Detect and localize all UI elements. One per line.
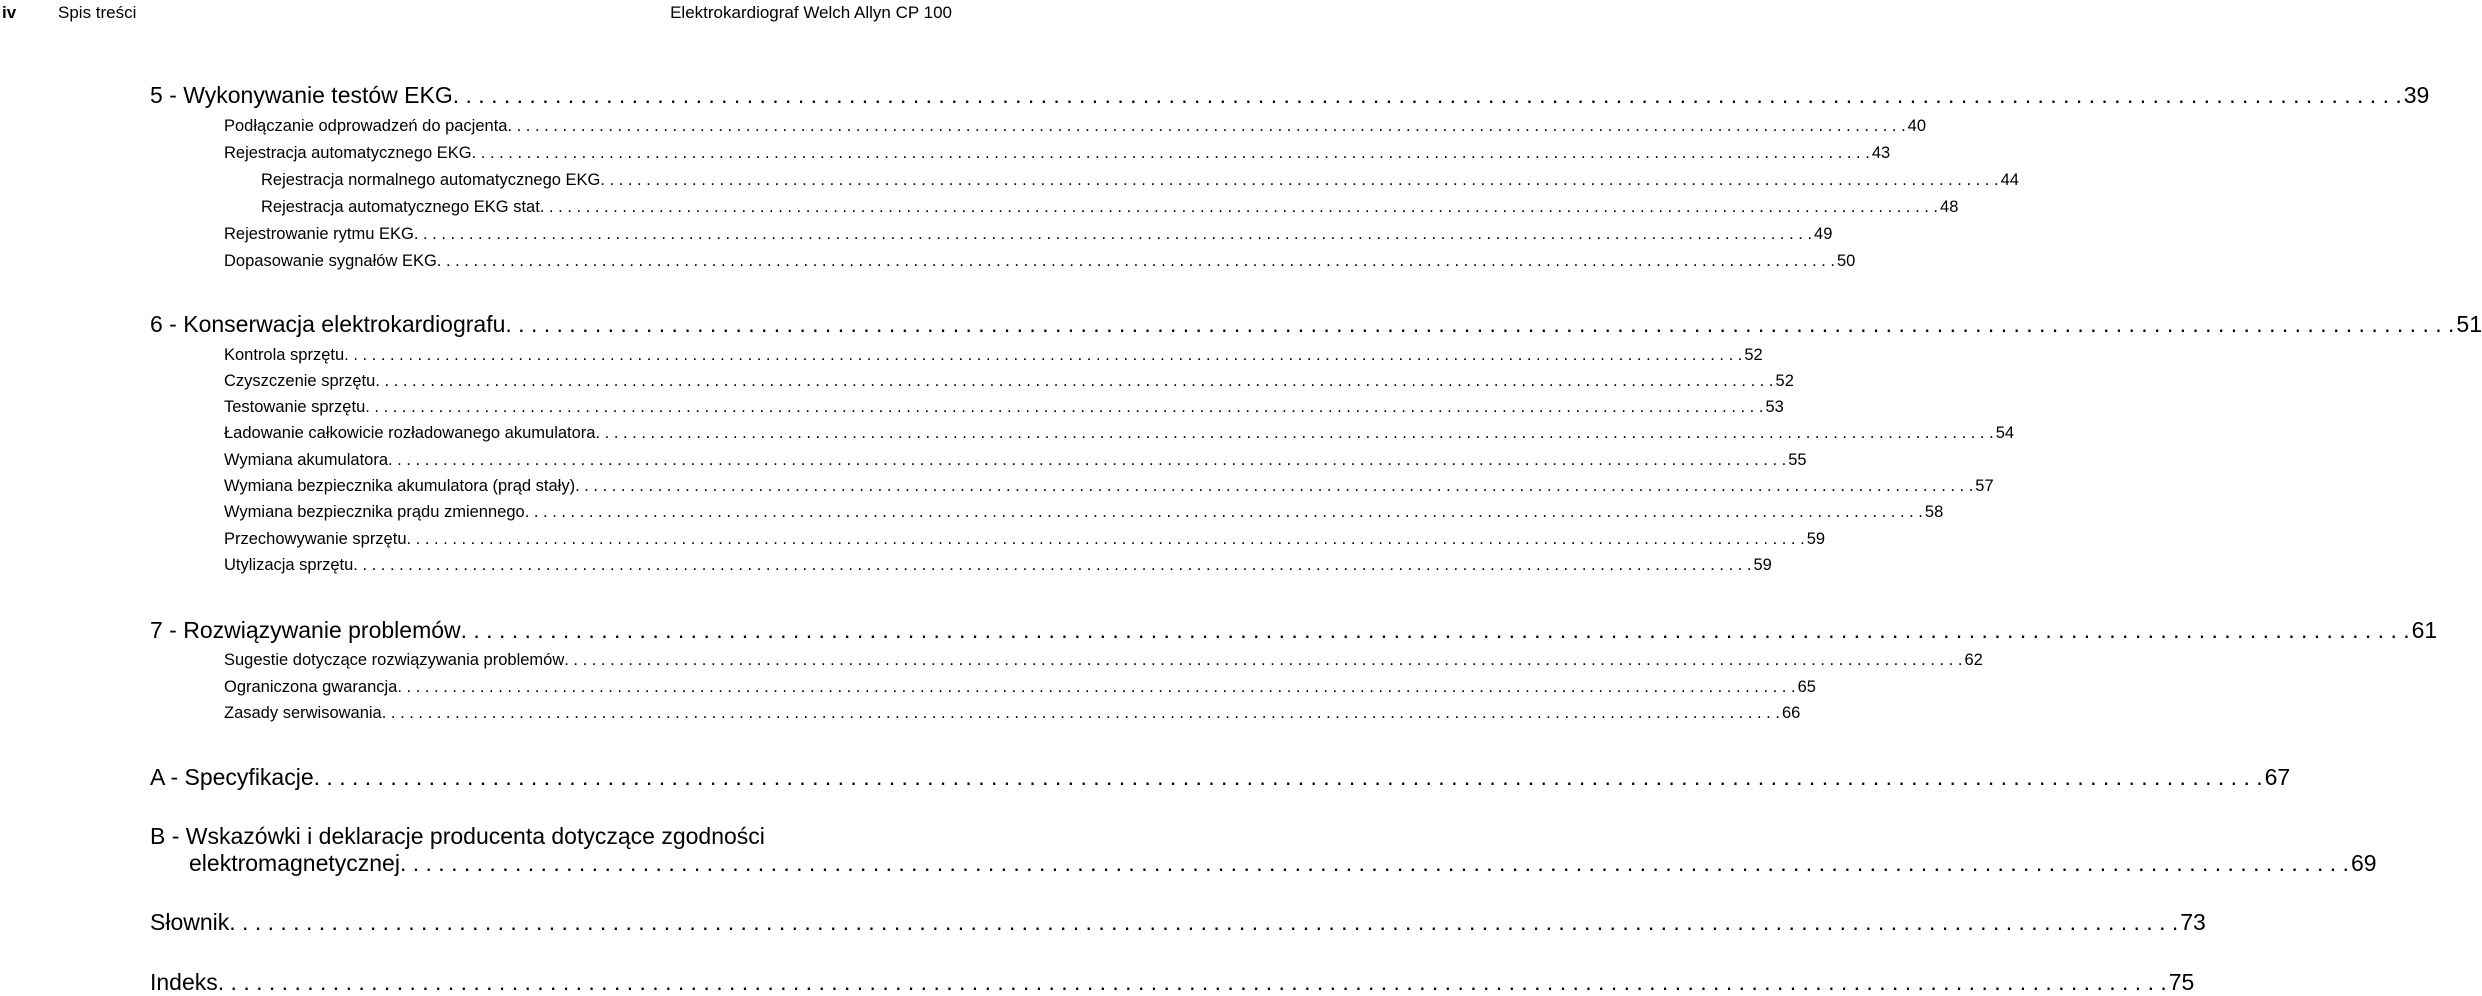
- dot-leader: . . . . . . . . . . . . . . . . . . . . . . . . . . . . . . . . . . . . . . . . . . . . . . . . . . . . . . . . . . . . . . . . . . . . . . . . . . . . . . . . . . . . . . . . . . . . . . . . . . . . . . . . . . . . . . . . . . . . . . . . . . . . . . . . . . . . . . . . . . . . . . . . . . . . . . . . .: [575, 477, 1974, 495]
- dot-leader: . . . . . . . . . . . . . . . . . . . . . . . . . . . . . . . . . . . . . . . . . . . . . . . . . . . . . . . . . . . . . . . . . . . . . . . . . . . . . . . . . . . . . . . . . . . . . . . . . . . . . . . . . . . . . . . . . . . . . . . . . . . . . . . . . . . . . . . . . . . . . . . . . . . . . . . . .: [365, 398, 1764, 416]
- toc-page-number: 61: [2411, 617, 2438, 643]
- toc-page-number: 59: [1753, 556, 1772, 574]
- toc-page-number: 59: [1806, 530, 1826, 548]
- toc-entry[interactable]: [224, 346, 1763, 365]
- toc-entry[interactable]: [224, 678, 1816, 697]
- dot-leader: . . . . . . . . . . . . . . . . . . . . . . . . . . . . . . . . . . . . . . . . . . . . . . . . . . . . . . . . . . . . . . . . . . . . . . . . . . . . . . . . . . . . . . . . . . . . . . . . . . . . . . . . . . . . . . . . . . . . . . . . . . . . . . . . . . . . . . . . . . . . . . . . . . . . . . . . .: [344, 346, 1743, 364]
- toc-entry[interactable]: [224, 704, 1801, 723]
- toc-entry-label: Wymiana akumulatora: [224, 451, 389, 469]
- toc-page-number: 58: [1924, 503, 1944, 521]
- toc-page-number: 73: [2180, 909, 2206, 935]
- toc-entry-label: Ograniczona gwarancja: [224, 678, 398, 696]
- toc-entry[interactable]: [224, 451, 1807, 470]
- toc-entry[interactable]: [224, 225, 1833, 244]
- dot-leader: . . . . . . . . . . . . . . . . . . . . . . . . . . . . . . . . . . . . . . . . . . . . . . . . . . . . . . . . . . . . . . . . . . . . . . . . . . . . . . . . . . . . . . . . . . . . . . . . . . . . . . . . . . . . . . . . . . . . . . . . . . . . . . . . . . . . . . . . . . . . . . . . . . . . . . . . .: [413, 225, 1813, 243]
- toc-page-number: 52: [1775, 372, 1794, 390]
- toc-page-number: 52: [1744, 346, 1763, 364]
- toc-page-number: 54: [1995, 424, 2015, 442]
- toc-page-number: 51: [2456, 311, 2482, 337]
- toc-entry-label: Ładowanie całkowicie rozładowanego akumulatora: [224, 424, 596, 442]
- toc-page-number: 55: [1788, 451, 1807, 469]
- toc-index[interactable]: [150, 969, 2195, 996]
- toc-glossary[interactable]: [150, 909, 2206, 936]
- dot-leader: . . . . . . . . . . . . . . . . . . . . . . . . . . . . . . . . . . . . . . . . . . . . . . . . . . . . . . . . . . . . . . . . . . . . . . . . . . . . . . . . . . . . . . . . . . . . . . . . . . . . . . . . . . . . . . . . . . . . . . . . . . . . . . . . . . . . . . . . . . . . . . . . . . . . . . . . .: [564, 651, 1963, 669]
- toc-entry-label: Wymiana bezpiecznika akumulatora (prąd stały): [224, 477, 576, 495]
- dot-leader: . . . . . . . . . . . . . . . . . . . . . . . . . . . . . . . . . . . . . . . . . . . . . . . . . . . . . . . . . . . . . . . . . . . . . . . . . . . . . . . . . . . . . . . . . . . . . . . . . . . . . . . . . . . . . . . . . . . . . . . . . . . . . . . . . . . . . . . . . . . . . . . . . . . . . . . . .: [539, 198, 1939, 216]
- dot-leader: . . . . . . . . . . . . . . . . . . . . . . . . . . . . . . . . . . . . . . . . . . . . . . . . . . . . . . . . . . . . . . . . . . . . . . . . . . . . . . . . . . . . . . . . . . . . . . . . . . . . . . . . . . . . . . . . . . . . . . . . . . . . . . . . . . . . . . . . . . . . . . . . . . . . . . . . .: [399, 850, 2349, 876]
- toc-entry-label: 5 - Wykonywanie testów EKG: [150, 82, 453, 108]
- dot-leader: . . . . . . . . . . . . . . . . . . . . . . . . . . . . . . . . . . . . . . . . . . . . . . . . . . . . . . . . . . . . . . . . . . . . . . . . . . . . . . . . . . . . . . . . . . . . . . . . . . . . . . . . . . . . . . . . . . . . . . . . . . . . . . . . . . . . . . . . . . . . . . . . . . . . . . . . .: [375, 372, 1774, 390]
- dot-leader: . . . . . . . . . . . . . . . . . . . . . . . . . . . . . . . . . . . . . . . . . . . . . . . . . . . . . . . . . . . . . . . . . . . . . . . . . . . . . . . . . . . . . . . . . . . . . . . . . . . . . . . . . . . . . . . . . . . . . . . . . . . . . . . . . . . . . . . . . . . . . . . . . . . . . . . . .: [595, 424, 1994, 442]
- page-number: iv: [2, 3, 17, 22]
- dot-leader: . . . . . . . . . . . . . . . . . . . . . . . . . . . . . . . . . . . . . . . . . . . . . . . . . . . . . . . . . . . . . . . . . . . . . . . . . . . . . . . . . . . . . . . . . . . . . . . . . . . . . . . . . . . . . . . . . . . . . . . . . . . . . . . . . . . . . . . . . . . . . . . . . . . . . . . . .: [600, 171, 1999, 189]
- toc-appendix-a[interactable]: [150, 764, 2291, 791]
- toc-page-number: 48: [1940, 198, 1959, 216]
- toc-entry-label: Dopasowanie sygnałów EKG: [224, 252, 437, 270]
- toc-entry[interactable]: [224, 556, 1772, 575]
- toc-page-number: 57: [1975, 477, 1994, 495]
- document-title: Elektrokardiograf Welch Allyn CP 100: [670, 3, 952, 22]
- dot-leader: . . . . . . . . . . . . . . . . . . . . . . . . . . . . . . . . . . . . . . . . . . . . . . . . . . . . . . . . . . . . . . . . . . . . . . . . . . . . . . . . . . . . . . . . . . . . . . . . . . . . . . . . . . . . . . . . . . . . . . . . . . . . . . . . . . . . . . . . . . . . . . . . . . . . . . . . .: [507, 117, 1906, 135]
- dot-leader: . . . . . . . . . . . . . . . . . . . . . . . . . . . . . . . . . . . . . . . . . . . . . . . . . . . . . . . . . . . . . . . . . . . . . . . . . . . . . . . . . . . . . . . . . . . . . . . . . . . . . . . . . . . . . . . . . . . . . . . . . . . . . . . . . . . . . . . . . . . . . . . . . . . . . . . . .: [436, 252, 1835, 270]
- toc-entry[interactable]: [261, 198, 1959, 217]
- toc-entry[interactable]: [224, 252, 1856, 271]
- dot-leader: . . . . . . . . . . . . . . . . . . . . . . . . . . . . . . . . . . . . . . . . . . . . . . . . . . . . . . . . . . . . . . . . . . . . . . . . . . . . . . . . . . . . . . . . . . . . . . . . . . . . . . . . . . . . . . . . . . . . . . . . . . . . . . . . . . . . . . . . . . . . . . . . . . . . . . . . .: [460, 617, 2410, 643]
- toc-entry-label: Sugestie dotyczące rozwiązywania problemów: [224, 651, 565, 669]
- toc-page-number: 40: [1907, 117, 1927, 135]
- toc-entry-label: Utylizacja sprzętu: [224, 556, 354, 574]
- toc-chapter-6[interactable]: [150, 311, 2482, 338]
- toc-entry-label: Testowanie sprzętu: [224, 398, 366, 416]
- dot-leader: . . . . . . . . . . . . . . . . . . . . . . . . . . . . . . . . . . . . . . . . . . . . . . . . . . . . . . . . . . . . . . . . . . . . . . . . . . . . . . . . . . . . . . . . . . . . . . . . . . . . . . . . . . . . . . . . . . . . . . . . . . . . . . . . . . . . . . . . . . . . . . . . . . . . . . . . .: [313, 764, 2263, 790]
- toc-entry-label: Rejestracja automatycznego EKG stat: [261, 198, 540, 216]
- toc-entry[interactable]: [224, 117, 1927, 136]
- toc-page-number: 43: [1871, 144, 1891, 162]
- toc-page-number: 67: [2264, 764, 2291, 790]
- toc-entry[interactable]: [224, 503, 1944, 522]
- toc-entry[interactable]: [224, 144, 1891, 163]
- toc-page-number: 39: [2403, 82, 2430, 108]
- toc-entry-label: elektromagnetycznej: [189, 850, 400, 876]
- toc-entry-label: A - Specyfikacje: [150, 764, 314, 790]
- toc-page-number: 49: [1814, 225, 1833, 243]
- toc-entry[interactable]: [224, 651, 1983, 670]
- dot-leader: . . . . . . . . . . . . . . . . . . . . . . . . . . . . . . . . . . . . . . . . . . . . . . . . . . . . . . . . . . . . . . . . . . . . . . . . . . . . . . . . . . . . . . . . . . . . . . . . . . . . . . . . . . . . . . . . . . . . . . . . . . . . . . . . . . . . . . . . . . . . . . . . . . . . . . . . .: [217, 969, 2167, 995]
- dot-leader: . . . . . . . . . . . . . . . . . . . . . . . . . . . . . . . . . . . . . . . . . . . . . . . . . . . . . . . . . . . . . . . . . . . . . . . . . . . . . . . . . . . . . . . . . . . . . . . . . . . . . . . . . . . . . . . . . . . . . . . . . . . . . . . . . . . . . . . . . . . . . . . . . . . . . . . . .: [381, 704, 1780, 722]
- toc-page-number: 50: [1837, 252, 1856, 270]
- dot-leader: . . . . . . . . . . . . . . . . . . . . . . . . . . . . . . . . . . . . . . . . . . . . . . . . . . . . . . . . . . . . . . . . . . . . . . . . . . . . . . . . . . . . . . . . . . . . . . . . . . . . . . . . . . . . . . . . . . . . . . . . . . . . . . . . . . . . . . . . . . . . . . . . . . . . . . . . .: [471, 144, 1870, 162]
- toc-entry-label: Zasady serwisowania: [224, 704, 382, 722]
- toc-entry-label: Indeks: [150, 969, 218, 995]
- section-title: Spis treści: [58, 3, 137, 22]
- toc-entry-label: Kontrola sprzętu: [224, 346, 345, 364]
- toc-page-number: 62: [1964, 651, 1983, 669]
- toc-entry-label: Czyszczenie sprzętu: [224, 372, 376, 390]
- toc-entry[interactable]: [224, 398, 1784, 417]
- toc-entry-label: Rejestracja automatycznego EKG: [224, 144, 472, 162]
- toc-appendix-b[interactable]: [189, 850, 2377, 877]
- toc-entry-label: Podłączanie odprowadzeń do pacjenta: [224, 117, 508, 135]
- toc-chapter-5[interactable]: [150, 82, 2430, 109]
- dot-leader: . . . . . . . . . . . . . . . . . . . . . . . . . . . . . . . . . . . . . . . . . . . . . . . . . . . . . . . . . . . . . . . . . . . . . . . . . . . . . . . . . . . . . . . . . . . . . . . . . . . . . . . . . . . . . . . . . . . . . . . . . . . . . . . . . . . . . . . . . . . . . . . . . . . . . . . . .: [406, 530, 1805, 548]
- toc-entry[interactable]: [224, 424, 2015, 443]
- toc-entry-label: 7 - Rozwiązywanie problemów: [150, 617, 461, 643]
- toc-page-number: 75: [2168, 969, 2195, 995]
- toc-entry[interactable]: [224, 477, 1994, 496]
- dot-leader: . . . . . . . . . . . . . . . . . . . . . . . . . . . . . . . . . . . . . . . . . . . . . . . . . . . . . . . . . . . . . . . . . . . . . . . . . . . . . . . . . . . . . . . . . . . . . . . . . . . . . . . . . . . . . . . . . . . . . . . . . . . . . . . . . . . . . . . . . . . . . . . . . . . . . . . . .: [388, 451, 1787, 469]
- toc-entry-label: Przechowywanie sprzętu: [224, 530, 407, 548]
- dot-leader: . . . . . . . . . . . . . . . . . . . . . . . . . . . . . . . . . . . . . . . . . . . . . . . . . . . . . . . . . . . . . . . . . . . . . . . . . . . . . . . . . . . . . . . . . . . . . . . . . . . . . . . . . . . . . . . . . . . . . . . . . . . . . . . . . . . . . . . . . . . . . . . . . . . . . . . . .: [505, 311, 2455, 337]
- toc-page-number: 53: [1765, 398, 1784, 416]
- toc-entry-label: Wymiana bezpiecznika prądu zmiennego: [224, 503, 525, 521]
- toc-entry-label: Rejestracja normalnego automatycznego EKG: [261, 171, 601, 189]
- toc-entry-label: 6 - Konserwacja elektrokardiografu: [150, 311, 506, 337]
- toc-appendix-b-line1[interactable]: B - Wskazówki i deklaracje producenta dotyczące zgodności: [150, 823, 765, 849]
- toc-page-number: 65: [1797, 678, 1816, 696]
- dot-leader: . . . . . . . . . . . . . . . . . . . . . . . . . . . . . . . . . . . . . . . . . . . . . . . . . . . . . . . . . . . . . . . . . . . . . . . . . . . . . . . . . . . . . . . . . . . . . . . . . . . . . . . . . . . . . . . . . . . . . . . . . . . . . . . . . . . . . . . . . . . . . . . . . . . . . . . . .: [229, 909, 2179, 935]
- toc-entry-label: Rejestrowanie rytmu EKG: [224, 225, 414, 243]
- toc-entry[interactable]: [261, 171, 2019, 190]
- dot-leader: . . . . . . . . . . . . . . . . . . . . . . . . . . . . . . . . . . . . . . . . . . . . . . . . . . . . . . . . . . . . . . . . . . . . . . . . . . . . . . . . . . . . . . . . . . . . . . . . . . . . . . . . . . . . . . . . . . . . . . . . . . . . . . . . . . . . . . . . . . . . . . . . . . . . . . . . .: [452, 82, 2402, 108]
- toc-page-number: 69: [2350, 850, 2377, 876]
- toc-page-number: 66: [1781, 704, 1801, 722]
- dot-leader: . . . . . . . . . . . . . . . . . . . . . . . . . . . . . . . . . . . . . . . . . . . . . . . . . . . . . . . . . . . . . . . . . . . . . . . . . . . . . . . . . . . . . . . . . . . . . . . . . . . . . . . . . . . . . . . . . . . . . . . . . . . . . . . . . . . . . . . . . . . . . . . . . . . . . . . . .: [353, 556, 1752, 574]
- dot-leader: . . . . . . . . . . . . . . . . . . . . . . . . . . . . . . . . . . . . . . . . . . . . . . . . . . . . . . . . . . . . . . . . . . . . . . . . . . . . . . . . . . . . . . . . . . . . . . . . . . . . . . . . . . . . . . . . . . . . . . . . . . . . . . . . . . . . . . . . . . . . . . . . . . . . . . . . .: [397, 678, 1796, 696]
- toc-chapter-7[interactable]: [150, 617, 2438, 644]
- dot-leader: . . . . . . . . . . . . . . . . . . . . . . . . . . . . . . . . . . . . . . . . . . . . . . . . . . . . . . . . . . . . . . . . . . . . . . . . . . . . . . . . . . . . . . . . . . . . . . . . . . . . . . . . . . . . . . . . . . . . . . . . . . . . . . . . . . . . . . . . . . . . . . . . . . . . . . . . .: [524, 503, 1923, 521]
- toc-entry[interactable]: [224, 530, 1826, 549]
- toc-page-number: 44: [2000, 171, 2019, 189]
- toc-entry[interactable]: [224, 372, 1794, 391]
- toc-entry-label: Słownik: [150, 909, 230, 935]
